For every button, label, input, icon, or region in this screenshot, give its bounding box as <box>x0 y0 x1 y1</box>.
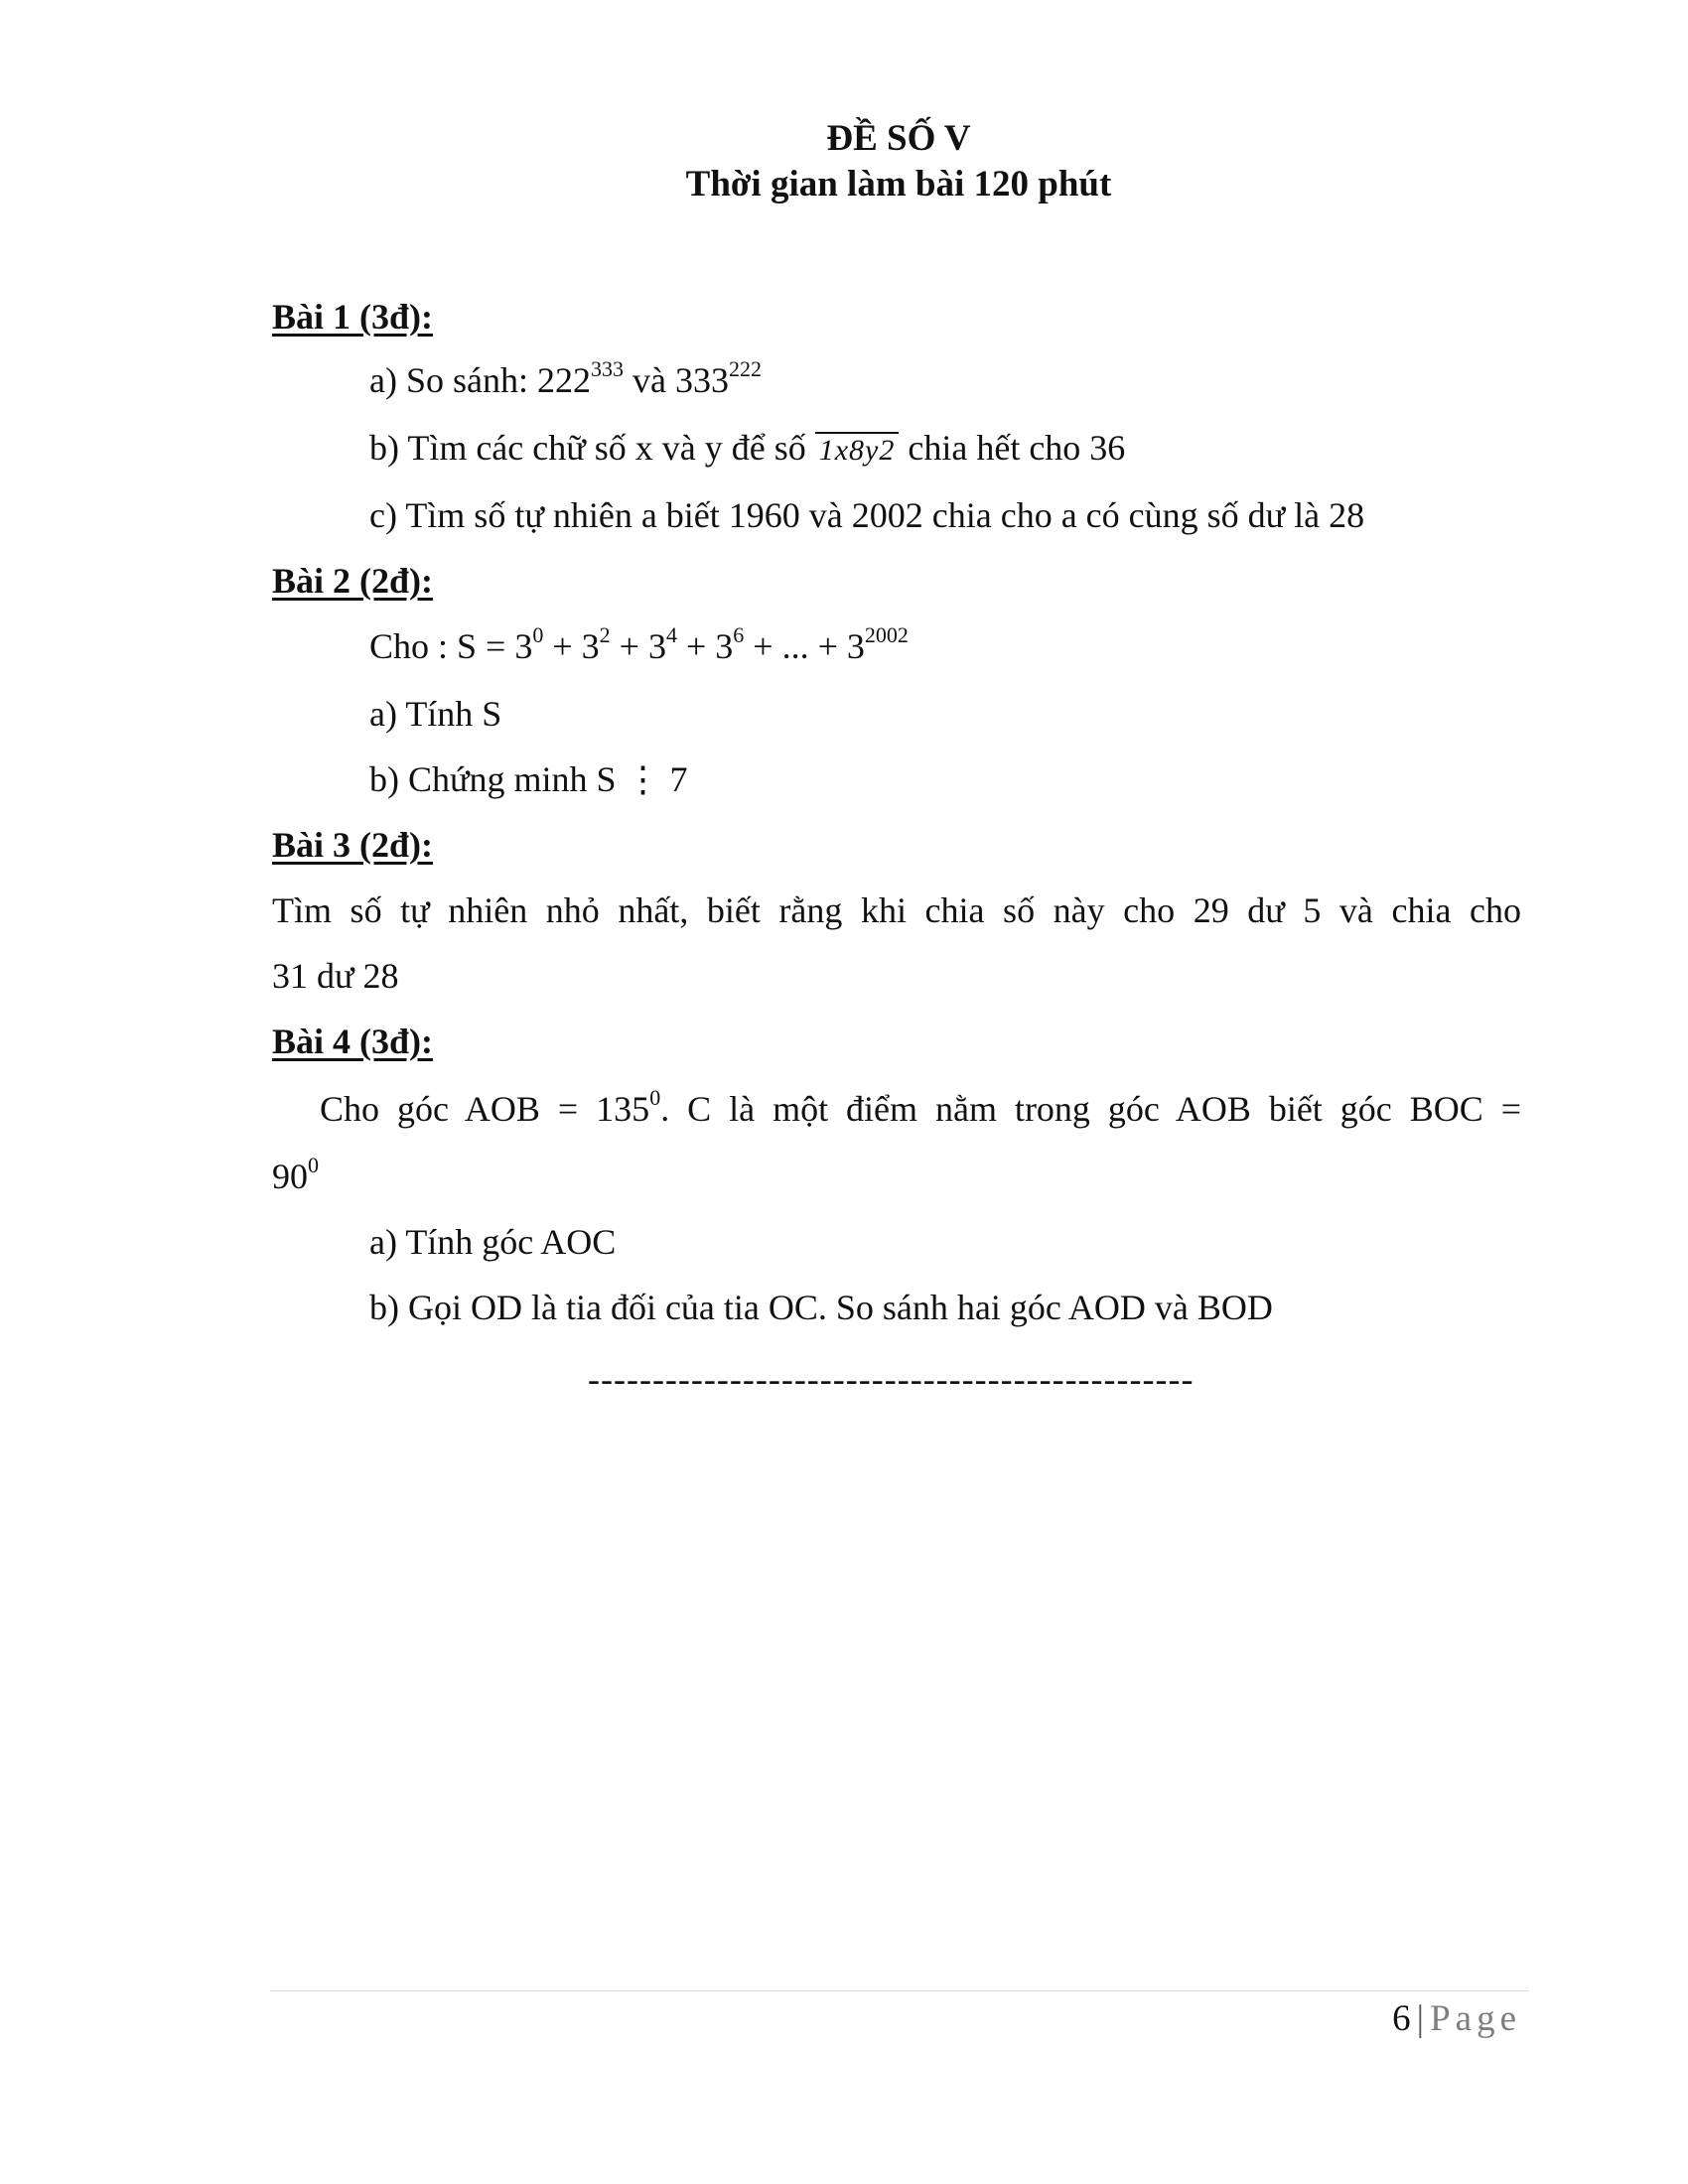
bai4-line2 <box>272 1153 319 1197</box>
bai1-b-text: b) Tìm các chữ số x và y để số <box>369 428 815 468</box>
bai4-heading: Bài 4 (3đ): <box>272 1022 433 1061</box>
bai4-a: a) Tính góc AOC <box>369 1222 617 1262</box>
bai3-line2: 31 dư 28 <box>272 956 399 996</box>
footer-divider-line <box>270 1990 1529 1991</box>
page-number: 6 <box>1392 1998 1411 2039</box>
bai1-a-text: a) So sánh: 222 <box>369 360 591 400</box>
bai4-line1-post: . C là một điểm nằm trong góc AOB biết góc BOC = <box>660 1089 1521 1129</box>
page-footer <box>0 1997 1521 2040</box>
bai2-s-part: + 3 <box>610 626 666 666</box>
bai2-s-exp: 4 <box>665 622 677 647</box>
bai2-s <box>369 622 909 667</box>
bai2-b: b) Chứng minh S ⋮ 7 <box>369 759 688 799</box>
bai3-heading: Bài 3 (2đ): <box>272 825 433 865</box>
bai1-a-exp1: 333 <box>590 356 624 381</box>
bai1-b-number: 1x8y2 <box>815 432 900 467</box>
bai4-line1-exp: 0 <box>649 1085 661 1110</box>
bai1-b <box>369 427 1125 469</box>
bai2-a: a) Tính S <box>369 694 502 734</box>
exam-time: Thời gian làm bài 120 phút <box>685 164 1112 205</box>
bai2-s-exp: 2002 <box>864 622 909 647</box>
bai2-s-exp: 0 <box>532 622 544 647</box>
bai1-a-exp2: 222 <box>728 356 762 381</box>
bai4-line2-text: 90 <box>272 1157 308 1196</box>
bai4-line2-exp: 0 <box>308 1153 319 1177</box>
bai1-b-post: chia hết cho 36 <box>899 428 1126 468</box>
bai1-heading: Bài 1 (3đ): <box>272 297 433 337</box>
footer-separator: | <box>1416 1998 1425 2039</box>
bai1-c: c) Tìm số tự nhiên a biết 1960 và 2002 chia cho a có cùng số dư là 28 <box>369 495 1365 535</box>
bai2-s-exp: 6 <box>733 622 745 647</box>
bai3-line1: Tìm số tự nhiên nhỏ nhất, biết rằng khi chia số này cho 29 dư 5 và chia cho <box>272 890 1521 930</box>
bai2-s-part: + ... + 3 <box>744 626 865 666</box>
bai2-s-part: Cho : S = 3 <box>369 626 533 666</box>
end-separator: ----------------------------------------------- <box>588 1359 1195 1399</box>
bai2-heading: Bài 2 (2đ): <box>272 561 433 601</box>
bai2-s-part: + 3 <box>676 626 734 666</box>
bai2-s-exp: 2 <box>599 622 611 647</box>
bai1-a <box>369 356 762 401</box>
bai4-b: b) Gọi OD là tia đối của tia OC. So sánh hai góc AOD và BOD <box>369 1288 1273 1327</box>
bai4-line1-text: Cho góc AOB = 135 <box>320 1089 650 1129</box>
bai4-line1 <box>320 1085 1521 1130</box>
bai2-s-part: + 3 <box>543 626 600 666</box>
exam-title: ĐỀ SỐ V <box>826 118 971 159</box>
page-label: Page <box>1430 1998 1521 2039</box>
bai1-a-mid: và 333 <box>623 360 729 400</box>
